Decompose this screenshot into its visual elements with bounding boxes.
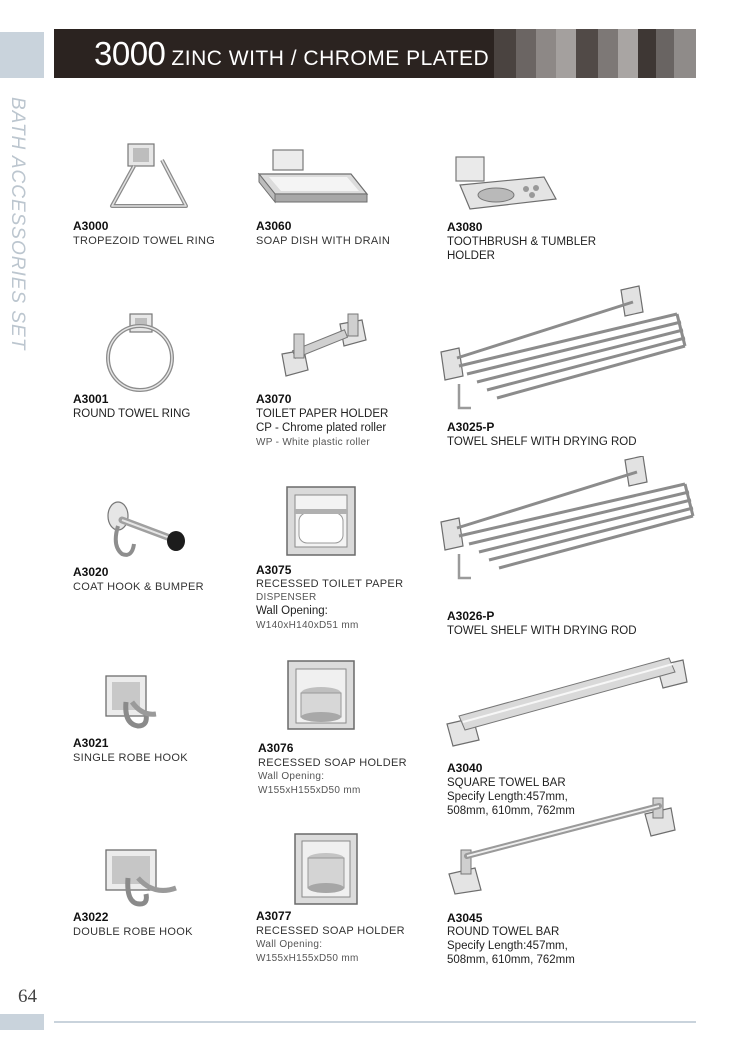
towel-ring-image (104, 140, 194, 218)
product-description: DOUBLE ROBE HOOK (73, 926, 193, 938)
product-note: CP - Chrome plated roller (256, 422, 387, 434)
length-spec: 508mm, 610mm, 762mm (447, 954, 575, 966)
product-description: TOILET PAPER HOLDER (256, 408, 389, 420)
banner-stripe (494, 29, 516, 78)
product-code: A3025-P (447, 420, 495, 434)
banner-stripe (638, 29, 656, 78)
product-description: RECESSED SOAP HOLDER (256, 925, 405, 937)
product-description: ROUND TOWEL BAR (447, 926, 560, 938)
length-spec: Specify Length:457mm, (447, 791, 568, 803)
product-code: A3060 (256, 219, 292, 233)
product-code: A3000 (73, 219, 109, 233)
product-code: A3021 (73, 736, 109, 750)
wall-opening-size: W140xH140xD51 mm (256, 620, 359, 631)
product-code: A3075 (256, 563, 292, 577)
towel-shelf-image (437, 284, 687, 414)
product-description: TOOTHBRUSH & TUMBLER (447, 236, 597, 248)
product-code: A3040 (447, 761, 483, 775)
product-description: COAT HOOK & BUMPER (73, 581, 204, 593)
banner-stripe (536, 29, 556, 78)
towel-shelf-image (437, 456, 697, 586)
round-ring-image (100, 312, 180, 392)
side-label-text: BATH ACCESSORIES SET (7, 97, 28, 351)
tumbler-holder-image (452, 155, 558, 217)
length-spec: 508mm, 610mm, 762mm (447, 805, 575, 817)
square-towel-bar-image (443, 652, 689, 748)
banner-stripe (618, 29, 638, 78)
banner-stripe (674, 29, 696, 78)
banner-stripe (576, 29, 598, 78)
soap-dish-image (255, 148, 371, 206)
product-description: TOWEL SHELF WITH DRYING ROD (447, 625, 637, 637)
product-code: A3001 (73, 392, 109, 406)
banner-stripe (516, 29, 536, 78)
wall-opening-label: Wall Opening: (258, 771, 325, 782)
double-robe-hook-image (104, 848, 186, 910)
wall-opening-label: Wall Opening: (256, 939, 323, 950)
footer-divider (54, 1021, 696, 1023)
side-label (6, 97, 46, 397)
single-robe-hook-image (102, 672, 168, 734)
product-description: SQUARE TOWEL BAR (447, 777, 566, 789)
corner-tab (0, 32, 44, 78)
product-code: A3026-P (447, 609, 495, 623)
product-description: TROPEZOID TOWEL RING (73, 235, 216, 247)
footer-tab (0, 1014, 44, 1030)
page-number: 64 (18, 986, 37, 1007)
round-towel-bar-image (447, 796, 679, 896)
wall-opening-label: Wall Opening: (256, 605, 328, 617)
product-code: A3020 (73, 565, 109, 579)
toilet-paper-holder-image (278, 310, 370, 380)
product-description: SINGLE ROBE HOOK (73, 752, 188, 764)
product-code: A3077 (256, 909, 292, 923)
page-title (94, 35, 489, 73)
wall-opening-size: W155xH155xD50 mm (258, 785, 361, 796)
product-code: A3022 (73, 910, 109, 924)
series-number: 3000 (94, 35, 166, 72)
product-code: A3080 (447, 220, 483, 234)
product-description: RECESSED TOILET PAPER (256, 578, 404, 590)
series-title: ZINC WITH / CHROME PLATED (171, 47, 490, 70)
length-spec: Specify Length:457mm, (447, 940, 568, 952)
product-description: RECESSED SOAP HOLDER (258, 757, 407, 769)
product-code: A3076 (258, 741, 294, 755)
product-description: DISPENSER (256, 592, 317, 603)
header-banner (54, 29, 696, 78)
banner-stripe (656, 29, 674, 78)
wall-opening-size: W155xH155xD50 mm (256, 953, 359, 964)
banner-stripe (598, 29, 618, 78)
product-note: WP - White plastic roller (256, 437, 371, 448)
product-description: HOLDER (447, 250, 495, 262)
product-code: A3045 (447, 911, 483, 925)
recessed-soap-holder-image (293, 832, 359, 906)
product-description: SOAP DISH WITH DRAIN (256, 235, 391, 247)
product-description: TOWEL SHELF WITH DRYING ROD (447, 436, 637, 448)
recessed-soap-holder-image (286, 659, 356, 731)
coat-hook-image (104, 496, 190, 562)
banner-stripe (556, 29, 576, 78)
recessed-dispenser-image (285, 485, 357, 557)
product-code: A3070 (256, 392, 292, 406)
product-description: ROUND TOWEL RING (73, 408, 191, 420)
